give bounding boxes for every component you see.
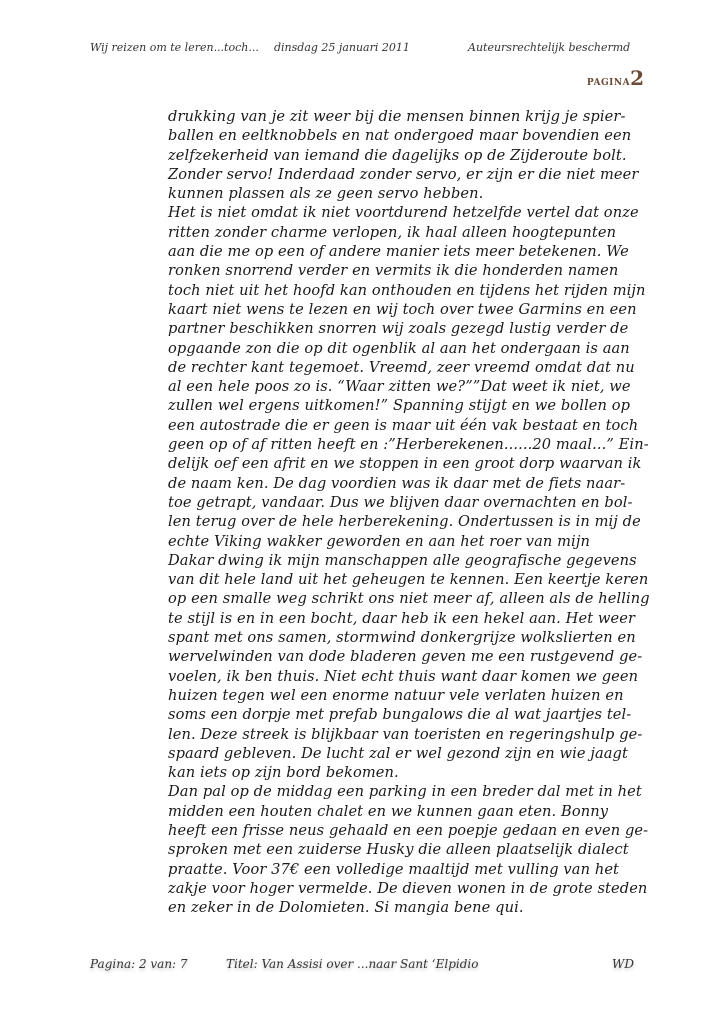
body-line: huizen tegen wel een enorme natuur vele verlaten huizen en	[168, 686, 624, 704]
body-line: toch niet uit het hoofd kan onthouden en tijdens het rijden mijn	[168, 281, 646, 299]
body-line: zelfzekerheid van iemand die dagelijks op de Zijderoute bolt.	[168, 146, 627, 164]
footer-page-count: Pagina: 2 van: 7	[90, 957, 188, 971]
body-line: ballen en eeltknobbels en nat ondergoed maar bovendien een	[168, 127, 632, 145]
body-line: ritten zonder charme verlopen, ik haal alleen hoogtepunten	[168, 223, 617, 241]
body-line: Dan pal op de middag een parking in een breder dal met in het	[168, 783, 642, 801]
body-line: spaard gebleven. De lucht zal er wel gezond zijn en wie jaagt	[168, 744, 628, 762]
body-line: van dit hele land uit het geheugen te kennen. Een keertje keren	[168, 571, 649, 589]
body-line: Het is niet omdat ik niet voortdurend hetzelfde vertel dat onze	[168, 204, 639, 222]
footer-title: Titel: Van Assisi over ...naar Sant ‘Elpidio	[226, 957, 479, 971]
body-line: len. Deze streek is blijkbaar van toeristen en regeringshulp ge-	[168, 725, 643, 743]
body-line: drukking van je zit weer bij die mensen binnen krijg je spier-	[168, 108, 626, 125]
body-text	[168, 107, 668, 917]
body-line: partner beschikken snorren wij zoals gezegd lustig verder de	[168, 320, 629, 338]
body-line: sproken met een zuiderse Husky die alleen plaatselijk dialect	[168, 841, 629, 859]
body-line: midden een houten chalet en we kunnen gaan eten. Bonny	[168, 802, 609, 820]
body-line: de naam ken. De dag voordien was ik daar met de fiets naar-	[168, 474, 626, 492]
body-line: de rechter kant tegemoet. Vreemd, zeer vreemd omdat dat nu	[168, 358, 635, 376]
body-line: heeft een frisse neus gehaald en een poepje gedaan en even ge-	[168, 821, 649, 839]
body-line: praatte. Voor 37€ een volledige maaltijd met vulling van het	[168, 860, 620, 878]
body-line: delijk oef een afrit en we stoppen in een groot dorp waarvan ik	[168, 455, 642, 473]
body-line: wervelwinden van dode bladeren geven me een rustgevend ge-	[168, 648, 643, 666]
body-line: kaart niet wens te lezen en wij toch over twee Garmins en een	[168, 300, 637, 318]
body-line: aan die me op een of andere manier iets meer betekenen. We	[168, 243, 629, 261]
body-line: opgaande zon die op dit ogenblik al aan het ondergaan is aan	[168, 339, 630, 357]
body-line: al een hele poos zo is. “Waar zitten we?””Dat weet ik niet, we	[168, 378, 631, 396]
body-line: geen op of af ritten heeft en :”Herberekenen......20 maal...” Ein-	[168, 436, 649, 454]
body-line: zullen wel ergens uitkomen!” Spanning stijgt en we bollen op	[168, 397, 631, 415]
header-date: dinsdag 25 januari 2011	[274, 41, 410, 54]
body-line: toe getrapt, vandaar. Dus we blijven daar overnachten en bol-	[168, 493, 633, 511]
body-line: kunnen plassen als ze geen servo hebben.	[168, 185, 484, 203]
body-line: Dakar dwing ik mijn manschappen alle geografische gegevens	[168, 551, 637, 569]
body-line: voelen, ik ben thuis. Niet echt thuis want daar komen we geen	[168, 667, 639, 685]
page-label-text: PAGINA	[586, 78, 631, 88]
body-line: kan iets op zijn bord bekomen.	[168, 764, 399, 782]
footer-initials: WD	[612, 957, 634, 971]
header-title: Wij reizen om te leren...toch...	[90, 41, 259, 54]
body-line: len terug over de hele herberekening. Ondertussen is in mij de	[168, 513, 641, 531]
body-line: Zonder servo! Inderdaad zonder servo, er zijn er die niet meer	[168, 165, 639, 183]
body-line: spant met ons samen, stormwind donkergrijze wolkslierten en	[168, 629, 636, 647]
page-number: 2	[630, 66, 644, 90]
header-copyright: Auteursrechtelijk beschermd	[468, 41, 631, 54]
body-line: ronken snorrend verder en vermits ik die honderden namen	[168, 262, 619, 280]
body-line: op een smalle weg schrikt ons niet meer af, alleen als de helling	[168, 590, 650, 608]
body-line: een autostrade die er geen is maar uit één vak bestaat en toch	[168, 416, 639, 434]
body-line: zakje voor hoger vermelde. De dieven wonen in de grote steden	[168, 879, 648, 897]
body-line: te stijl is en in een bocht, daar heb ik een hekel aan. Het weer	[168, 609, 636, 627]
body-line: echte Viking wakker geworden en aan het roer van mijn	[168, 532, 590, 550]
body-line: en zeker in de Dolomieten. Si mangia bene qui.	[168, 899, 524, 917]
page-number-label	[587, 66, 644, 90]
body-line: soms een dorpje met prefab bungalows die al wat jaartjes tel-	[168, 706, 632, 724]
